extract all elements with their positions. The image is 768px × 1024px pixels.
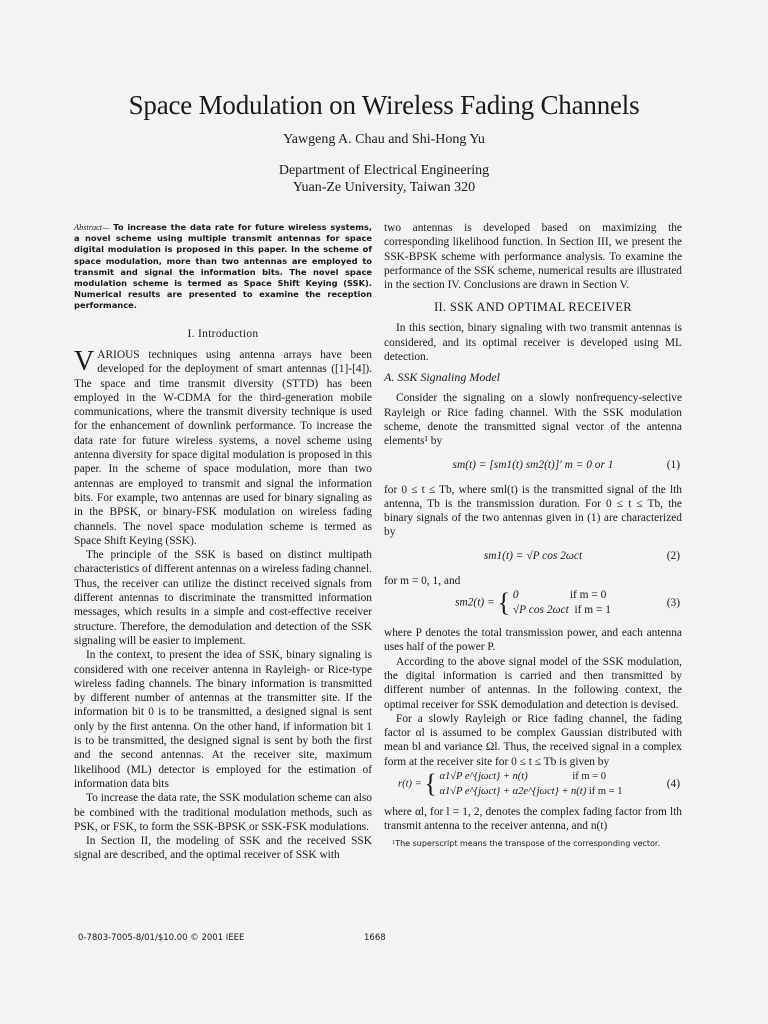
abstract (74, 222, 372, 312)
abstract-lead: Abstract— (74, 223, 110, 232)
equation-4 (384, 769, 682, 803)
equation-2-number: (2) (666, 549, 680, 562)
right-paragraph-5: where P denotes the total transmission power, and each antenna uses half of the power P. (384, 627, 682, 654)
introduction-section (74, 328, 372, 863)
affiliation-department: Department of Electrical Engineering (278, 163, 490, 178)
equation-2 (384, 550, 682, 570)
equation-1 (384, 459, 682, 479)
copyright-notice: 0-7803-7005-8/01/$10.00 © 2001 IEEE (78, 933, 245, 943)
intro-paragraph-5: In Section II, the modeling of SSK and the received SSK signal are described, and the optimal receiver of SSK with (74, 835, 372, 862)
intro-paragraph-1-text: ARIOUS techniques using antenna arrays have been developed for the deployment of smart antennas ([1]-[4]). The space and time transmit diversity (STTD) has been employed in the W-CDMA for the third-generation mobile communications, where the transmit diversity technique is used for the enhancement of downlink performance. To increase the data rate for future wireless systems, a novel scheme using antenna diversity for space digital modulation is proposed in this paper. In the scheme of space modulation, more than two antennas are employed to transmit and signal the information bits. For example, two antennas are used for binary signaling as in the BPSK, or binary-FSK modulation on wireless fading channels. The novel space modulation scheme is termed as Space Shift Keying (SSK). (74, 349, 372, 547)
equation-4-case-1-expr: α1√P e^{jωct} + n(t) (439, 771, 528, 783)
equation-3-case-2 (513, 604, 611, 616)
equation-3-cases (513, 588, 611, 618)
equation-4-case-2 (439, 786, 622, 797)
equation-1-number: (1) (666, 458, 680, 471)
equation-3 (384, 588, 682, 622)
equation-3-case-1-expr: 0 (512, 589, 519, 602)
intro-paragraph-3: In the context, to present the idea of SSK, binary signaling is considered with one receiver antenna in Rayleigh- or Rice-type wireless fading channels. The binary information is transmitted by different number of antennas at the transmitter site. If the information bit 0 is to be transmitted, a designed signal is sent only by the first antenna. On the other hand, if information bit 1 is to be transmitted, the designed signal is sent by both the first and the second antennas. At the receiver site, maximum likelihood (ML) detector is employed for the estimation of information data bits (74, 649, 372, 790)
equation-3-case-1 (513, 589, 606, 601)
intro-paragraph-4: To increase the data rate, the SSK modulation scheme can also be combined with the traditional modulation methods, such as PSK, or FSK, to form the SSK-BPSK or SSK-FSK modulations. (74, 792, 372, 833)
right-paragraph-6: According to the above signal model of the SSK modulation, the digital information is carried and then transmitted by different number of antennas. In the following context, the optimal receiver for SSK demodulation and detection is devised. (384, 655, 682, 711)
equation-1-body: sm(t) = [sm1(t) sm2(t)]′ m = 0 or 1 (452, 458, 614, 471)
equation-3-number: (3) (666, 597, 680, 610)
paper-title: Space Modulation on Wireless Fading Channels (128, 90, 640, 120)
abstract-text: To increase the data rate for future wireless systems, a novel scheme using multiple transmit antennas for space digital modulation is proposed in this paper. In the scheme of space modulation, more than two antennas are employed to transmit and signal the information bits. The novel space modulation scheme is termed as Space Shift Keying (SSK). Numerical results are presented to examine the reception performance. (74, 222, 372, 311)
equation-3-brace: { (497, 588, 511, 618)
equation-4-case-1 (439, 771, 606, 782)
equation-3-lhs: sm2(t) = (455, 596, 495, 609)
equation-4-case-1-cond: if m = 0 (572, 771, 606, 783)
right-paragraph-1: In this section, binary signaling with two transmit antennas is considered, and its optimal receiver is developed using ML detection. (384, 322, 682, 364)
right-paragraph-8: where αl, for l = 1, 2, denotes the complex fading factor from lth transmit antenna to the receiver antenna, and n(t) (384, 806, 682, 833)
footnote: ¹The superscript means the transpose of the corresponding vector. (392, 838, 661, 848)
right-paragraph-4: for m = 0, 1, and (384, 574, 461, 587)
equation-4-cases (439, 769, 622, 799)
page-number: 1668 (364, 933, 386, 943)
equation-2-body: sm1(t) = √P cos 2ωct (483, 549, 583, 562)
equation-4-case-2-expr: α1√P e^{jωct} + α2e^{jωct} + n(t) (439, 786, 587, 798)
equation-3-case-1-cond: if m = 0 (569, 589, 607, 602)
drop-cap: V (74, 346, 95, 377)
subsection-heading: A. SSK Signaling Model (384, 370, 500, 385)
affiliation (0, 162, 768, 196)
right-column (384, 221, 682, 848)
intro-paragraph-1 (74, 348, 372, 548)
equation-3-case-2-cond: if m = 1 (574, 604, 611, 617)
equation-3-case-2-expr: √P cos 2ωct (512, 604, 569, 617)
right-paragraph-2: Consider the signaling on a slowly nonfrequency-selective Rayleigh or Rice fading channel. With the SSK modulation scheme, denote the transmitted signal vector of the antenna elements¹ by (384, 392, 682, 448)
right-paragraph-3: for 0 ≤ t ≤ Tb, where sml(t) is the transmitted signal of the lth antenna, Tb is the transmission duration. For 0 ≤ t ≤ Tb, the binary signals of the two antennas given in (1) are characterized by (384, 483, 682, 539)
equation-4-brace: { (424, 769, 437, 799)
section-heading-ssk: II. SSK AND OPTIMAL RECEIVER (434, 300, 632, 315)
section-heading-introduction: I. Introduction (187, 328, 259, 340)
equation-4-number: (4) (666, 778, 680, 791)
intro-paragraph-2: The principle of the SSK is based on distinct multipath characteristics of different antennas on a wireless fading channel. Thus, the receiver can utilize the distinct received signals from different antennas to discriminate the transmitted information messages, which results in a simple and cost-effective receiver structure. Therefore, the demodulation and detection of the SSK signaling will be easier to implement. (74, 549, 372, 647)
right-paragraph-0: two antennas is developed based on maximizing the corresponding likelihood function. In Section III, we present the SSK-BPSK scheme with performance analysis. To examine the performance of the SSK scheme, numerical results are illustrated in the section IV. Conclusions are drawn in Section V. (384, 222, 682, 292)
authors: Yawgeng A. Chau and Shi-Hong Yu (283, 132, 485, 147)
right-paragraph-7: For a slowly Rayleigh or Rice fading channel, the fading factor αl is assumed to be complex Gaussian distributed with mean bl and variance Ωl. Thus, the received signal in a complex form at the receiver site for 0 ≤ t ≤ Tb is given by (384, 712, 682, 768)
equation-4-case-2-cond: if m = 1 (588, 786, 623, 798)
equation-4-lhs: r(t) = (398, 778, 422, 790)
affiliation-university: Yuan-Ze University, Taiwan 320 (292, 180, 476, 195)
